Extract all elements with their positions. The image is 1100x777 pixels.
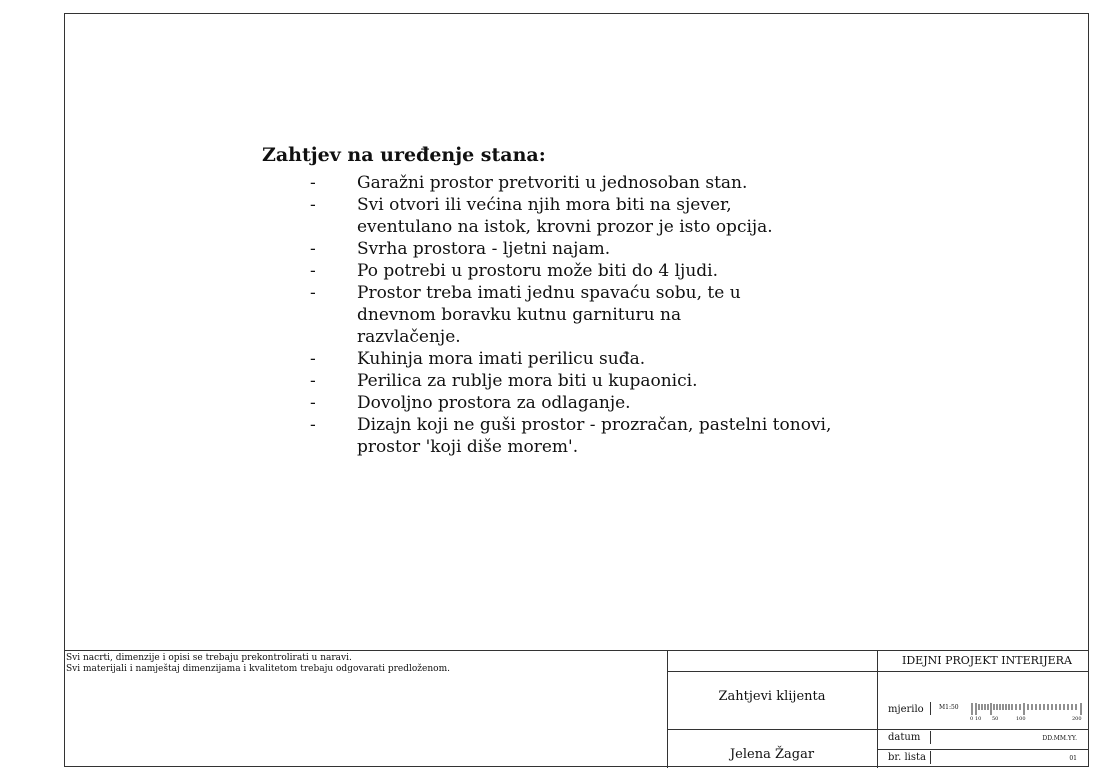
notes <box>66 653 450 675</box>
list-item: - Dizajn koji ne guši prostor - prozračan, pastelni tonovi, prostor 'koji diše morem'. <box>310 415 832 457</box>
scale-tick-label: 50 <box>992 716 999 722</box>
divider <box>877 651 878 768</box>
bullet-dash: - <box>310 371 316 391</box>
bullet-dash: - <box>310 173 316 193</box>
list-item: - Prostor treba imati jednu spavaću sobu, te u dnevnom boravku kutnu garnituru na razvlačenje. <box>310 283 741 347</box>
list-item: - Perilica za rublje mora biti u kupaonici. <box>310 371 698 391</box>
list-item: - Kuhinja mora imati perilicu suđa. <box>310 349 646 369</box>
bullet-dash: - <box>310 239 316 259</box>
scale-tick-label: 100 <box>1016 716 1026 722</box>
title-block <box>64 650 1089 767</box>
page-title: Zahtjev na uređenje stana: <box>262 144 546 166</box>
scale-label: mjerilo <box>888 704 924 715</box>
divider <box>667 671 1089 672</box>
note: Svi materijali i namještaj dimenzijama i kvalitetom trebaju odgovarati predloženom. <box>66 664 450 674</box>
list-item: - Dovoljno prostora za odlaganje. <box>310 393 631 413</box>
scale-tick-label: 0 <box>970 716 974 722</box>
project-title: IDEJNI PROJEKT INTERIJERA <box>902 654 1072 667</box>
divider <box>877 749 1089 750</box>
scale-value: M1:50 <box>939 704 959 711</box>
separator <box>930 702 931 715</box>
sheet-title: Zahtjevi klijenta <box>718 689 826 704</box>
bullet-dash: - <box>310 283 316 303</box>
sheet-number-label: br. lista <box>888 752 926 763</box>
scale-tick-label: 10 <box>975 716 982 722</box>
date-value: DD.MM.YY. <box>1042 735 1077 742</box>
requirements-list <box>310 172 870 458</box>
list-item: - Svi otvori ili većina njih mora biti na sjever, eventulano na istok, krovni prozor je isto opcija. <box>310 195 773 237</box>
sheet-number: 01 <box>1069 755 1077 762</box>
list-item: - Svrha prostora - ljetni najam. <box>310 239 611 259</box>
bullet-dash: - <box>310 415 316 435</box>
bullet-dash: - <box>310 195 316 215</box>
separator <box>930 751 931 764</box>
list-item: - Po potrebi u prostoru može biti do 4 ljudi. <box>310 261 719 281</box>
scale-bar <box>969 699 1089 725</box>
bullet-dash: - <box>310 393 316 413</box>
separator <box>930 731 931 744</box>
date-label: datum <box>888 732 921 743</box>
author-name: Jelena Žagar <box>729 747 815 762</box>
scale-tick-label: 200 <box>1072 716 1082 722</box>
note: Svi nacrti, dimenzije i opisi se trebaju prekontrolirati u naravi. <box>66 653 352 663</box>
list-item: - Garažni prostor pretvoriti u jednosoban stan. <box>310 173 748 193</box>
divider <box>667 729 1089 730</box>
bullet-dash: - <box>310 261 316 281</box>
bullet-dash: - <box>310 349 316 369</box>
